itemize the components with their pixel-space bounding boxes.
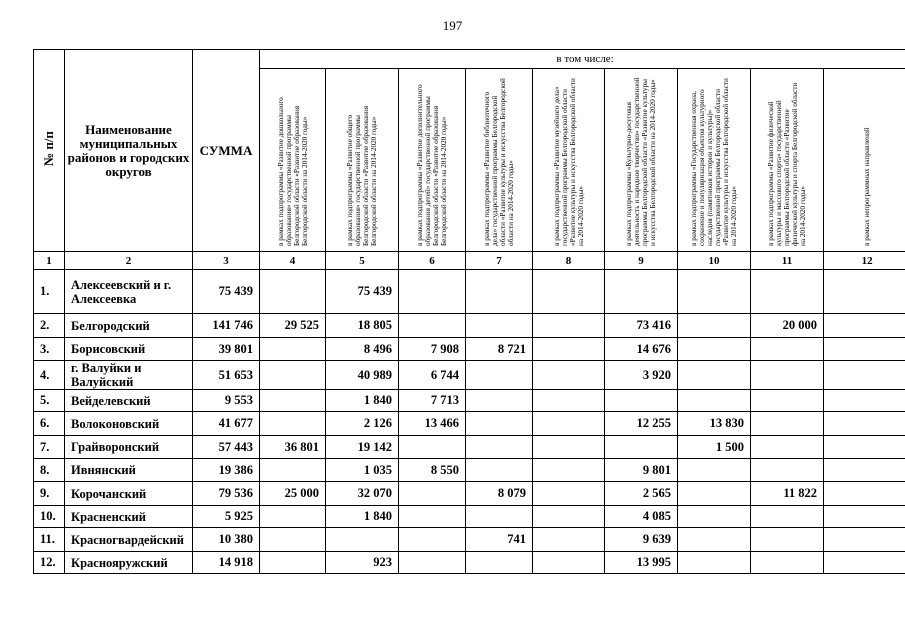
row-sum: 9 553 xyxy=(193,390,260,412)
value-cell xyxy=(678,314,751,338)
value-cell xyxy=(533,459,605,482)
value-cell: 9 639 xyxy=(605,528,678,552)
value-cell xyxy=(824,412,905,436)
value-cell xyxy=(824,506,905,528)
value-cell xyxy=(678,506,751,528)
row-sum: 51 653 xyxy=(193,361,260,390)
value-cell: 40 989 xyxy=(326,361,399,390)
value-cell xyxy=(678,390,751,412)
value-cell: 1 035 xyxy=(326,459,399,482)
value-cell: 8 550 xyxy=(399,459,466,482)
value-cell xyxy=(533,361,605,390)
row-sum: 41 677 xyxy=(193,412,260,436)
value-cell: 11 822 xyxy=(751,482,824,506)
value-cell xyxy=(466,506,533,528)
value-cell xyxy=(533,412,605,436)
value-cell xyxy=(260,412,326,436)
row-sum: 57 443 xyxy=(193,436,260,459)
value-cell xyxy=(466,412,533,436)
value-cell xyxy=(751,412,824,436)
value-cell xyxy=(751,528,824,552)
table-row xyxy=(34,436,905,459)
row-number: 12. xyxy=(34,552,65,574)
page-number: 197 xyxy=(442,18,463,33)
column-number: 10 xyxy=(678,252,751,270)
table-row xyxy=(34,482,905,506)
value-cell xyxy=(751,270,824,314)
row-sum: 39 801 xyxy=(193,338,260,361)
value-cell: 6 744 xyxy=(399,361,466,390)
value-cell xyxy=(260,528,326,552)
header-including: в том числе: xyxy=(260,50,905,69)
value-cell: 741 xyxy=(466,528,533,552)
value-cell xyxy=(824,338,905,361)
value-cell xyxy=(260,338,326,361)
value-cell xyxy=(678,361,751,390)
value-cell: 8 496 xyxy=(326,338,399,361)
column-number: 11 xyxy=(751,252,824,270)
row-number: 8. xyxy=(34,459,65,482)
header-col-4: в рамках подпрограммы «Развитие дошкольного образования» государственной программы Белгородской области «Развитие образования Белгородской области на 2014-2020 годы» xyxy=(260,69,326,252)
value-cell: 14 676 xyxy=(605,338,678,361)
column-number: 4 xyxy=(260,252,326,270)
row-number: 10. xyxy=(34,506,65,528)
value-cell xyxy=(824,482,905,506)
value-cell xyxy=(399,482,466,506)
value-cell: 13 466 xyxy=(399,412,466,436)
value-cell xyxy=(533,506,605,528)
value-cell xyxy=(824,552,905,574)
column-number: 8 xyxy=(533,252,605,270)
column-number: 12 xyxy=(824,252,905,270)
value-cell: 2 126 xyxy=(326,412,399,436)
value-cell xyxy=(399,552,466,574)
value-cell xyxy=(533,482,605,506)
value-cell xyxy=(466,552,533,574)
header-no: № п/п xyxy=(34,50,65,252)
value-cell xyxy=(751,436,824,459)
row-number: 11. xyxy=(34,528,65,552)
value-cell xyxy=(399,528,466,552)
value-cell: 19 142 xyxy=(326,436,399,459)
row-sum: 5 925 xyxy=(193,506,260,528)
table-row xyxy=(34,314,905,338)
district-name: Грайворонский xyxy=(65,436,193,459)
row-number: 5. xyxy=(34,390,65,412)
row-sum: 19 386 xyxy=(193,459,260,482)
header-col-7: в рамках подпрограммы «Развитие библиотечного дела» государственной программы Белгородской области «Развитие культуры и искусства Белгородской области на 2014-2020 годы» xyxy=(466,69,533,252)
header-col-9: в рамках подпрограммы «Культурно-досуговая деятельность и народное творчество» государственной программы Белгородской области «Развитие культуры и искусства Белгородской области на 2014-2020 годы» xyxy=(605,69,678,252)
table-row xyxy=(34,361,905,390)
value-cell xyxy=(399,506,466,528)
column-numbers-row xyxy=(34,252,905,270)
value-cell xyxy=(326,528,399,552)
value-cell xyxy=(533,314,605,338)
district-name: Краснояружский xyxy=(65,552,193,574)
value-cell: 75 439 xyxy=(326,270,399,314)
value-cell: 18 805 xyxy=(326,314,399,338)
value-cell xyxy=(824,459,905,482)
value-cell xyxy=(466,459,533,482)
value-cell xyxy=(824,390,905,412)
value-cell: 4 085 xyxy=(605,506,678,528)
value-cell xyxy=(751,361,824,390)
value-cell xyxy=(824,314,905,338)
row-sum: 10 380 xyxy=(193,528,260,552)
row-sum: 75 439 xyxy=(193,270,260,314)
value-cell xyxy=(751,506,824,528)
value-cell xyxy=(751,459,824,482)
district-name: Алексеевский и г. Алексеевка xyxy=(65,270,193,314)
table-row xyxy=(34,412,905,436)
value-cell: 8 721 xyxy=(466,338,533,361)
table-row xyxy=(34,270,905,314)
table-body xyxy=(34,270,905,574)
header-sum: СУММА xyxy=(193,50,260,252)
value-cell: 923 xyxy=(326,552,399,574)
value-cell xyxy=(533,528,605,552)
header-col-11: в рамках подпрограммы «Развитие физической культуры и массового спорта» государственной программы Белгородской области «Развитие физической культуры и спорта Белгородской области на 2014-2020 годы» xyxy=(751,69,824,252)
value-cell xyxy=(678,338,751,361)
row-number: 1. xyxy=(34,270,65,314)
row-number: 3. xyxy=(34,338,65,361)
value-cell xyxy=(605,270,678,314)
value-cell xyxy=(533,338,605,361)
value-cell xyxy=(260,552,326,574)
value-cell xyxy=(466,436,533,459)
column-number: 9 xyxy=(605,252,678,270)
value-cell xyxy=(260,459,326,482)
row-number: 7. xyxy=(34,436,65,459)
table-header xyxy=(34,50,905,270)
value-cell xyxy=(824,361,905,390)
value-cell xyxy=(399,436,466,459)
value-cell xyxy=(751,552,824,574)
district-name: Ивнянский xyxy=(65,459,193,482)
district-name: Красненский xyxy=(65,506,193,528)
value-cell xyxy=(260,270,326,314)
value-cell: 20 000 xyxy=(751,314,824,338)
column-number: 6 xyxy=(399,252,466,270)
row-number: 6. xyxy=(34,412,65,436)
value-cell: 36 801 xyxy=(260,436,326,459)
column-number: 2 xyxy=(65,252,193,270)
table-row xyxy=(34,506,905,528)
value-cell xyxy=(533,436,605,459)
value-cell: 32 070 xyxy=(326,482,399,506)
value-cell xyxy=(533,552,605,574)
value-cell: 1 500 xyxy=(678,436,751,459)
value-cell xyxy=(824,528,905,552)
value-cell: 25 000 xyxy=(260,482,326,506)
budget-table xyxy=(33,49,905,574)
value-cell xyxy=(466,314,533,338)
column-number: 5 xyxy=(326,252,399,270)
value-cell xyxy=(533,390,605,412)
value-cell: 1 840 xyxy=(326,506,399,528)
row-sum: 141 746 xyxy=(193,314,260,338)
value-cell xyxy=(751,338,824,361)
row-number: 9. xyxy=(34,482,65,506)
value-cell xyxy=(466,270,533,314)
value-cell xyxy=(605,390,678,412)
header-col-8: в рамках подпрограммы «Развитие музейного дела» государственной программы Белгородской области «Развитие культуры и искусства Белгородской области на 2014-2020 годы» xyxy=(533,69,605,252)
header-col-5: в рамках подпрограммы «Развитие общего образования» государственной программы Белгородской области «Развитие образования Белгородской области на 2014-2020 годы» xyxy=(326,69,399,252)
value-cell xyxy=(260,390,326,412)
value-cell xyxy=(678,270,751,314)
table-row xyxy=(34,390,905,412)
table-row xyxy=(34,528,905,552)
district-name: Корочанский xyxy=(65,482,193,506)
value-cell: 9 801 xyxy=(605,459,678,482)
column-number: 7 xyxy=(466,252,533,270)
value-cell xyxy=(824,270,905,314)
value-cell: 7 908 xyxy=(399,338,466,361)
row-sum: 79 536 xyxy=(193,482,260,506)
value-cell xyxy=(678,482,751,506)
table-row xyxy=(34,338,905,361)
value-cell xyxy=(751,390,824,412)
value-cell: 12 255 xyxy=(605,412,678,436)
value-cell xyxy=(466,390,533,412)
table-row xyxy=(34,459,905,482)
district-name: г. Валуйки и Валуйский xyxy=(65,361,193,390)
value-cell xyxy=(605,436,678,459)
header-col-10: в рамках подпрограммы «Государственная охрана, сохранение и популяризация объектов культурного наследия (памятников истории и культуры)» государственной программы Белгородской области «Развитие культуры и искусства Белгородской области на 2014-2020 годы» xyxy=(678,69,751,252)
table-row xyxy=(34,552,905,574)
value-cell xyxy=(824,436,905,459)
district-name: Красногвардейский xyxy=(65,528,193,552)
district-name: Борисовский xyxy=(65,338,193,361)
value-cell xyxy=(399,270,466,314)
value-cell: 8 079 xyxy=(466,482,533,506)
value-cell: 29 525 xyxy=(260,314,326,338)
row-number: 2. xyxy=(34,314,65,338)
value-cell: 73 416 xyxy=(605,314,678,338)
row-number: 4. xyxy=(34,361,65,390)
district-name: Белгородский xyxy=(65,314,193,338)
value-cell: 13 995 xyxy=(605,552,678,574)
value-cell xyxy=(399,314,466,338)
column-number: 3 xyxy=(193,252,260,270)
value-cell xyxy=(260,361,326,390)
value-cell: 13 830 xyxy=(678,412,751,436)
value-cell xyxy=(678,552,751,574)
header-name: Наименование муниципальных районов и городских округов xyxy=(65,50,193,252)
value-cell: 2 565 xyxy=(605,482,678,506)
value-cell: 1 840 xyxy=(326,390,399,412)
value-cell xyxy=(260,506,326,528)
value-cell: 3 920 xyxy=(605,361,678,390)
district-name: Вейделевский xyxy=(65,390,193,412)
value-cell: 7 713 xyxy=(399,390,466,412)
value-cell xyxy=(533,270,605,314)
district-name: Волоконовский xyxy=(65,412,193,436)
value-cell xyxy=(678,459,751,482)
header-col-6: в рамках подпрограммы «Развитие дополнительного образования детей» государственной программы Белгородской области «Развитие образования Белгородской области на 2014-2020 годы» xyxy=(399,69,466,252)
value-cell xyxy=(678,528,751,552)
row-sum: 14 918 xyxy=(193,552,260,574)
header-col-12: в рамках непрограммных направлений xyxy=(824,69,905,252)
column-number: 1 xyxy=(34,252,65,270)
value-cell xyxy=(466,361,533,390)
